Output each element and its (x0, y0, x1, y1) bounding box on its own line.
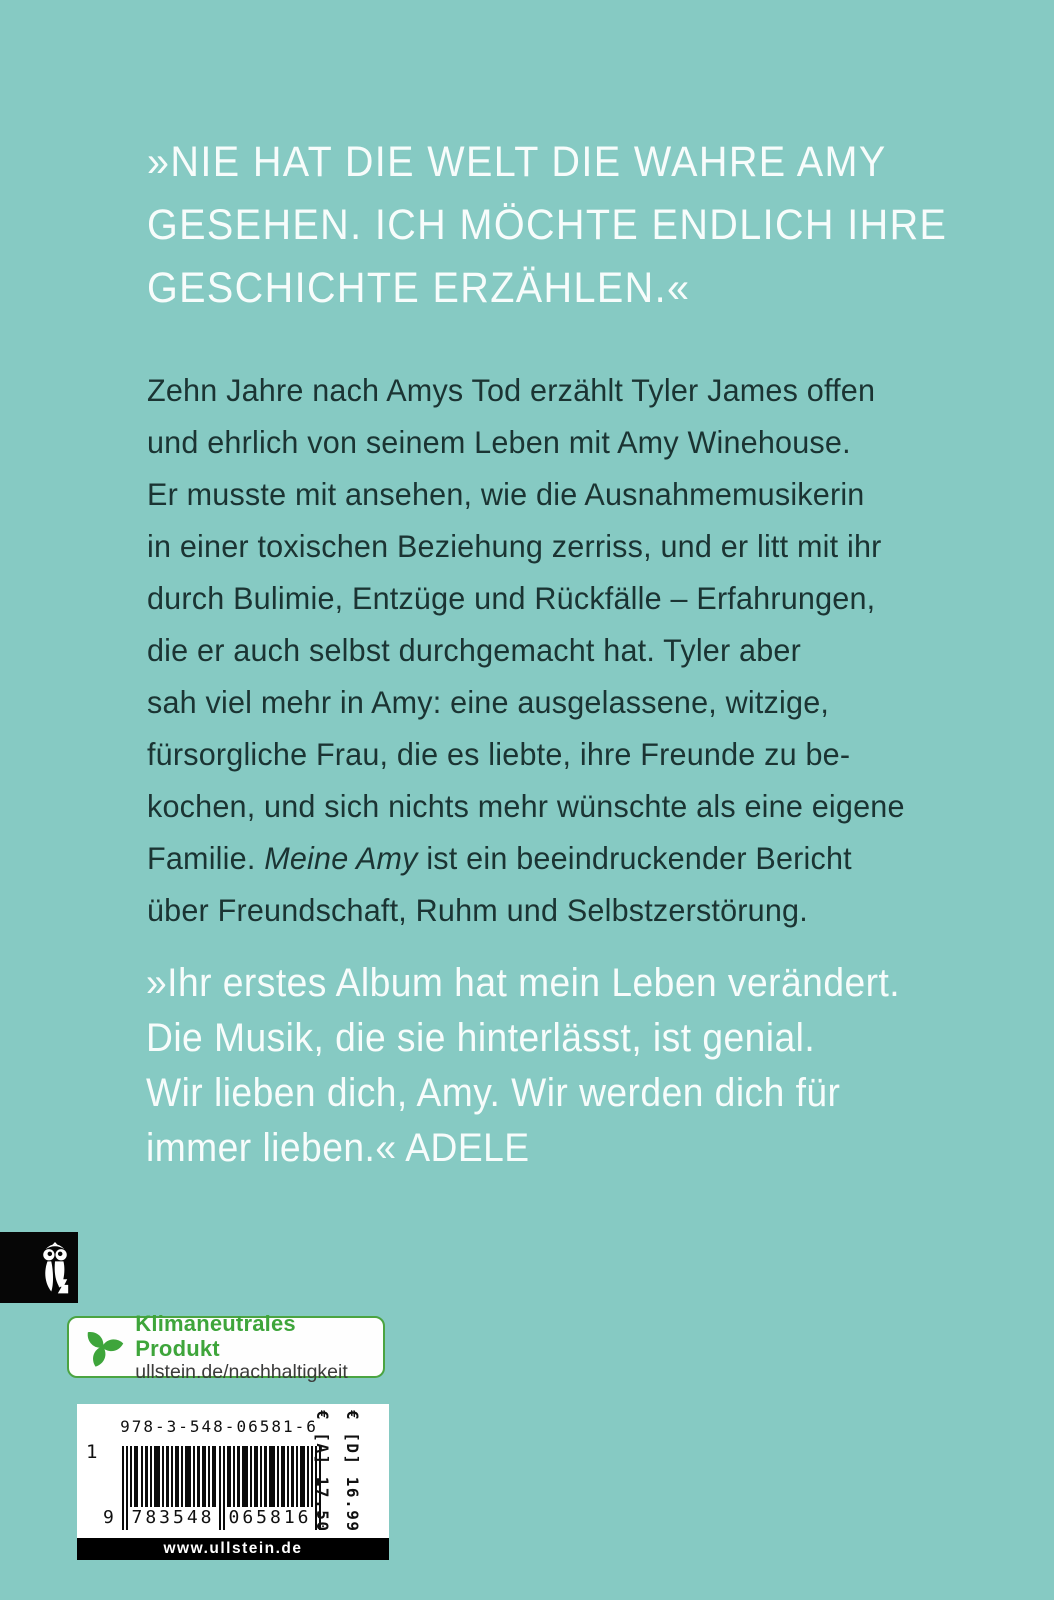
adele-line: Wir lieben dich, Amy. Wir werden dich für (146, 1071, 841, 1115)
blurb-line-with-title (147, 832, 905, 884)
price-austria: € [A] 17.50 (313, 1410, 332, 1533)
blurb-text: ist ein beeindruckender Bericht (417, 840, 852, 876)
blurb-line: über Freundschaft, Ruhm und Selbstzerstörung. (147, 892, 808, 928)
adele-quote (146, 956, 900, 1176)
book-title-italic: Meine Amy (264, 840, 418, 876)
blurb-line: in einer toxischen Beziehung zerriss, und er litt mit ihr (147, 528, 882, 564)
blurb-line: die er auch selbst durchgemacht hat. Tyler aber (147, 632, 801, 668)
isbn-number: 978-3-548-06581-6 (120, 1417, 318, 1436)
ean-digits-group1: 783548 (131, 1507, 215, 1528)
website-url: www.ullstein.de (163, 1540, 303, 1557)
climate-badge-url: ullstein.de/nachhaltigkeit (135, 1361, 348, 1383)
ean-barcode (103, 1446, 323, 1532)
adele-line: immer lieben.« ADELE (146, 1126, 530, 1170)
headline-line: GESCHICHTE ERZÄHLEN.« (147, 264, 691, 312)
barcode-panel (77, 1404, 389, 1538)
ean-first-digit: 9 (103, 1507, 114, 1528)
adele-line: Die Musik, die sie hinterlässt, ist genial. (146, 1016, 816, 1060)
adele-line: »Ihr erstes Album hat mein Leben verändert. (146, 961, 901, 1005)
publisher-logo (0, 1232, 78, 1303)
blurb-line: sah viel mehr in Amy: eine ausgelassene, witzige, (147, 684, 830, 720)
blurb-line: durch Bulimie, Entzüge und Rückfälle – Erfahrungen, (147, 580, 876, 616)
blurb-paragraph (147, 364, 905, 936)
ullstein-owl-icon (39, 1238, 71, 1296)
blurb-line: fürsorgliche Frau, die es liebte, ihre Freunde zu be- (147, 736, 851, 772)
blurb-line: Er musste mit ansehen, wie die Ausnahmemusikerin (147, 476, 865, 512)
blurb-text: Familie. (147, 840, 265, 876)
price-germany: € [D] 16.99 (343, 1410, 362, 1533)
ean-digits-group2: 065816 (228, 1507, 312, 1528)
blurb-line: und ehrlich von seinem Leben mit Amy Winehouse. (147, 424, 851, 460)
website-bar (77, 1538, 389, 1560)
climate-badge-title: Klimaneutrales Produkt (135, 1311, 296, 1361)
headline-line: »NIE HAT DIE WELT DIE WAHRE AMY (147, 138, 887, 186)
blurb-line: kochen, und sich nichts mehr wünschte als eine eigene (147, 788, 905, 824)
leaves-icon (79, 1323, 126, 1371)
headline-line: GESEHEN. ICH MÖCHTE ENDLICH IHRE (147, 201, 948, 249)
climate-badge (67, 1311, 385, 1383)
climate-badge-text (135, 1311, 383, 1383)
headline-quote (147, 131, 947, 320)
edition-number: 1 (86, 1441, 98, 1463)
blurb-line: Zehn Jahre nach Amys Tod erzählt Tyler James offen (147, 372, 876, 408)
